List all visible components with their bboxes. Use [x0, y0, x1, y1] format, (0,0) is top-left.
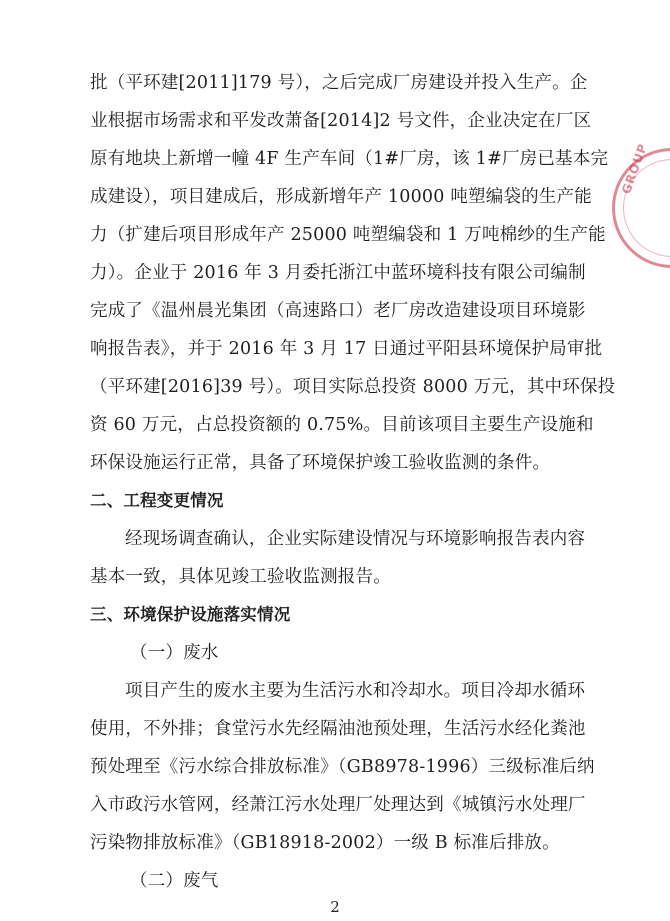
paragraph-line: 基本一致，具体见竣工验收监测报告。 — [90, 567, 391, 587]
paragraph-line: 环保设施运行正常，具备了环境保护竣工验收监测的条件。 — [90, 453, 551, 473]
seal-text: GROUP — [619, 141, 651, 196]
seal-stamp — [612, 141, 670, 268]
page-number: 2 — [330, 898, 340, 916]
paragraph-line: 力）。企业于 2016 年 3 月委托浙江中蓝环境科技有限公司编制 — [90, 263, 586, 283]
paragraph-line: 使用，不外排；食堂污水先经隔油池预处理，生活污水经化粪池 — [90, 719, 586, 739]
paragraph-line: 成建设），项目建成后，形成新增年产 10000 吨塑编袋的生产能 — [90, 187, 592, 207]
paragraph-line: 力（扩建后项目形成年产 25000 吨塑编袋和 1 万吨棉纱的生产能 — [90, 225, 606, 245]
paragraph-line: 批（平环建[2011]179 号），之后完成厂房建设并投入生产。企 — [90, 73, 588, 93]
paragraph-line: 项目产生的废水主要为生活污水和冷却水。项目冷却水循环 — [125, 681, 586, 701]
subsection-heading: （一）废水 — [130, 643, 219, 663]
paragraph-line: 入市政污水管网，经萧江污水处理厂处理达到《城镇污水处理厂 — [90, 795, 586, 815]
paragraph-line: 原有地块上新增一幢 4F 生产车间（1#厂房，该 1#厂房已基本完 — [90, 149, 609, 169]
paragraph-line: 污染物排放标准》（GB18918-2002）一级 B 标准后排放。 — [90, 833, 560, 853]
paragraph-line: 资 60 万元，占总投资额的 0.75%。目前该项目主要生产设施和 — [90, 415, 594, 435]
paragraph-line: （平环建[2016]39 号）。项目实际总投资 8000 万元，其中环保投 — [90, 377, 616, 397]
paragraph-line: 预处理至《污水综合排放标准》（GB8978-1996）三级标准后纳 — [90, 757, 595, 777]
section-heading: 二、工程变更情况 — [90, 491, 224, 510]
subsection-heading: （二）废气 — [130, 871, 219, 891]
paragraph-line: 完成了《温州晨光集团（高速路口）老厂房改造建设项目环境影 — [90, 301, 586, 321]
paragraph-line: 经现场调查确认，企业实际建设情况与环境影响报告表内容 — [125, 529, 586, 549]
paragraph-line: 业根据市场需求和平发改萧备[2014]2 号文件，企业决定在厂区 — [90, 111, 592, 131]
section-heading: 三、环境保护设施落实情况 — [90, 605, 291, 624]
paragraph-line: 响报告表》，并于 2016 年 3 月 17 日通过平阳县环境保护局审批 — [90, 339, 603, 359]
